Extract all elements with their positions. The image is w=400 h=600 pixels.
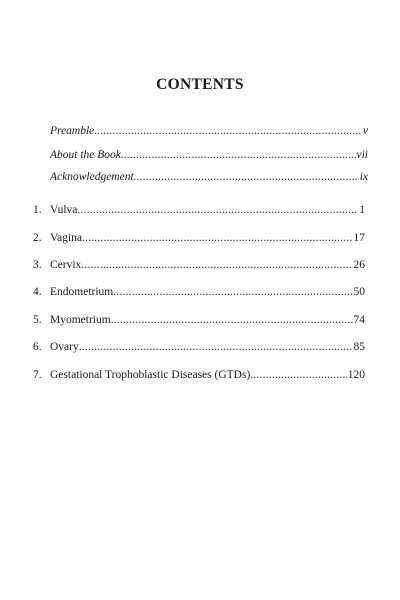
toc-entry-label: Vagina [50, 232, 82, 244]
toc-page-number: 1 [359, 204, 365, 216]
toc-entry-label: Gestational Trophoblastic Diseases (GTDs) [50, 369, 251, 381]
toc-entry-chapter-4[interactable] [33, 285, 365, 299]
toc-page-number: 17 [353, 232, 365, 244]
chapter-number: 7. [33, 369, 42, 381]
chapter-number: 3. [33, 259, 42, 271]
chapter-number: 4. [33, 286, 42, 298]
toc-entry-label: Vulva [50, 204, 78, 216]
dot-leader [77, 203, 358, 217]
toc-entry-chapter-1[interactable] [33, 203, 365, 217]
dot-leader [82, 231, 353, 245]
dot-leader [113, 285, 352, 299]
toc-page-number: 50 [353, 286, 365, 298]
toc-page-number: 120 [347, 369, 365, 381]
toc-entry-chapter-3[interactable] [33, 258, 365, 272]
toc-entry-chapter-5[interactable] [33, 313, 365, 327]
page-title: CONTENTS [156, 76, 244, 93]
dot-leader [134, 170, 359, 184]
toc-entry-label: About the Book [50, 149, 121, 161]
toc-page-number: 74 [353, 314, 365, 326]
toc-entry-label: Endometrium [50, 286, 114, 298]
toc-page-number: vii [356, 149, 368, 161]
toc-page-number: ix [359, 171, 368, 183]
dot-leader [79, 340, 353, 354]
chapter-number: 5. [33, 314, 42, 326]
dot-leader [111, 313, 353, 327]
toc-page-number: 85 [353, 341, 365, 353]
toc-entry-label: Ovary [50, 341, 79, 353]
toc-entry-label: Myometrium [50, 314, 111, 326]
toc-entry-preamble[interactable] [50, 124, 368, 138]
toc-entry-chapter-2[interactable] [33, 231, 365, 245]
toc-entry-about-the-book[interactable] [50, 148, 368, 162]
toc-entry-label: Preamble [50, 125, 95, 137]
toc-entry-label: Acknowledgement [50, 171, 134, 183]
dot-leader [94, 124, 362, 138]
dot-leader [121, 148, 356, 162]
toc-entry-acknowledgement[interactable] [50, 170, 368, 184]
dot-leader [81, 258, 352, 272]
chapter-number: 6. [33, 341, 42, 353]
dot-leader [250, 368, 346, 382]
toc-entry-chapter-7[interactable] [33, 368, 365, 382]
toc-page-number: v [362, 125, 368, 137]
chapter-number: 2. [33, 232, 42, 244]
chapter-number: 1. [33, 204, 42, 216]
toc-entry-chapter-6[interactable] [33, 340, 365, 354]
toc-page-number: 26 [353, 259, 365, 271]
toc-entry-label: Cervix [50, 259, 82, 271]
